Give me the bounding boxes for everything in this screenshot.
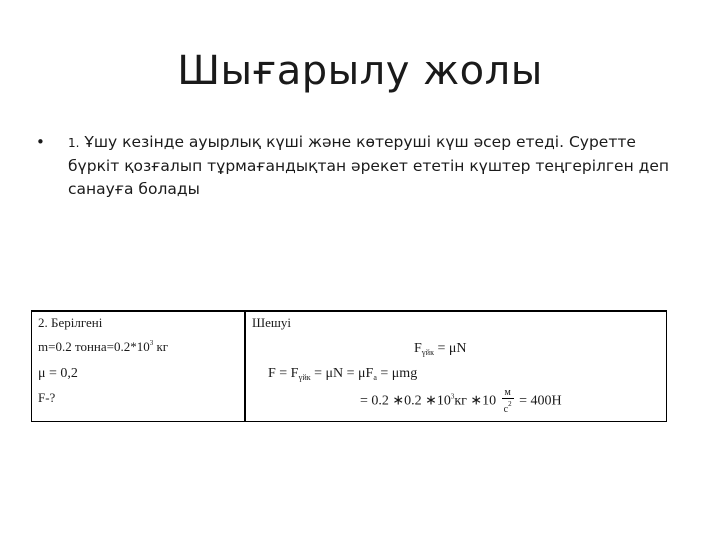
eq3-exp: 3: [450, 392, 455, 401]
eq2-a: F = F: [268, 366, 299, 381]
fraction-den-base: с: [503, 404, 509, 415]
bullet-text: [68, 131, 676, 201]
eq1-left: F: [414, 341, 422, 356]
equation-friction: [414, 341, 466, 357]
eq3-b: кг ∗10: [454, 393, 497, 409]
bullet-body: Ұшу кезінде ауырлық күші және көтеруші күш әсер етеді. Суретте бүркіт қозғалып тұрмағандықтан әрекет ететін күштер теңгерілген деп санауға болады: [68, 133, 670, 198]
given-mass: [38, 339, 168, 355]
eq1-sub: үйк: [421, 348, 434, 357]
eq3-a: = 0.2 ∗0.2 ∗10: [360, 393, 451, 409]
eq3-c: = 400Н: [519, 393, 562, 409]
solution-table: [31, 310, 667, 422]
bullet-number: 1.: [68, 136, 80, 150]
eq1-right: = μN: [433, 341, 467, 356]
eq2-sub1: үйк: [298, 373, 311, 382]
eq2-c: = μmg: [376, 366, 418, 381]
given-unknown: F-?: [38, 390, 56, 405]
fraction-numerator: м: [502, 388, 514, 399]
equation-force-chain: [268, 366, 417, 382]
page-title: Шығарылу жолы: [177, 48, 543, 94]
bullet-item: [36, 131, 676, 201]
given-mass-exp: 3: [149, 339, 154, 347]
units-fraction: [502, 388, 514, 415]
given-mass-unit: кг: [153, 339, 169, 354]
given-mass-prefix: m=0.2 тонна=0.2*10: [38, 339, 150, 354]
equation-result: [360, 388, 562, 415]
solution-heading: Шешуі: [252, 315, 292, 330]
fraction-den-exp: 2: [508, 400, 512, 408]
fraction-denominator: [502, 399, 514, 415]
eq2-b: = μN = μF: [310, 366, 374, 381]
given-heading: 2. Берілгені: [38, 315, 103, 330]
bullet-dot: •: [36, 133, 45, 151]
eq2-sub2: a: [373, 373, 377, 382]
table-divider: [244, 312, 246, 421]
given-mu: μ = 0,2: [38, 366, 78, 381]
